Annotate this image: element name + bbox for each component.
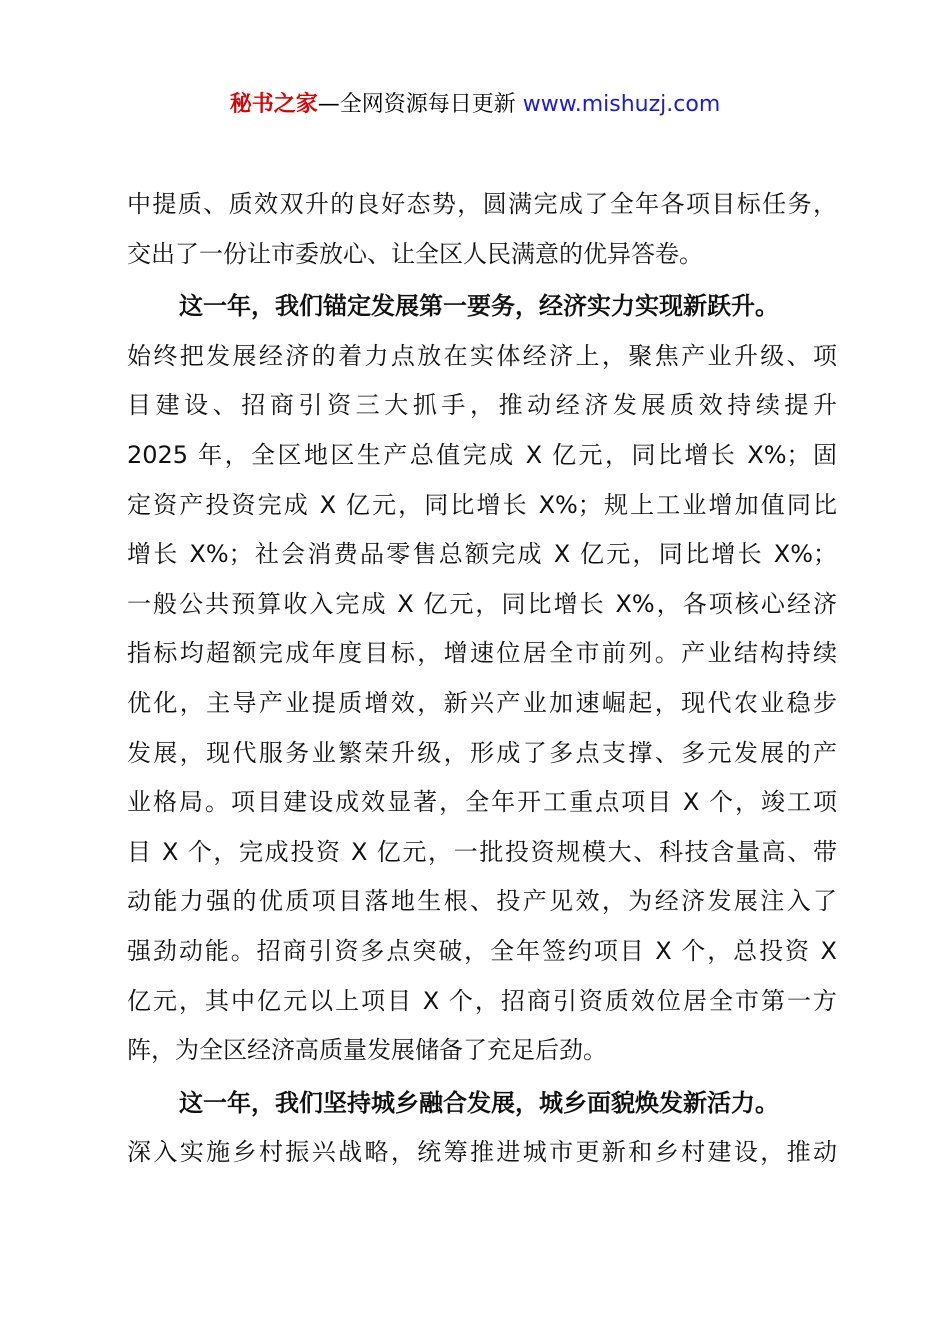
body-line: 发展，现代服务业繁荣升级，形成了多点支撑、多元发展的产 — [127, 738, 837, 767]
body-line: 增长 X%；社会消费品零售总额完成 X 亿元，同比增长 X%； — [127, 540, 837, 569]
body-line: 中提质、质效双升的良好态势，圆满完成了全年各项目标任务， — [127, 190, 837, 218]
body-line: 目建设、招商引资三大抓手，推动经济发展质效持续提升 — [127, 391, 837, 420]
body-line: 深入实施乡村振兴战略，统筹推进城市更新和乡村建设，推动 — [127, 1138, 837, 1167]
body-line: 强劲动能。招商引资多点突破，全年签约项目 X 个，总投资 X — [127, 936, 837, 965]
header-tagline: —全网资源每日更新 — [317, 92, 516, 117]
body-line: 亿元，其中亿元以上项目 X 个，招商引资质效位居全市第一方 — [127, 986, 837, 1015]
body-line: 指标均超额完成年度目标，增速位居全市前列。产业结构持续 — [127, 639, 837, 668]
body-line: 2025 年，全区地区生产总值完成 X 亿元，同比增长 X%；固 — [127, 440, 837, 469]
body-line: 业格局。项目建设成效显著，全年开工重点项目 X 个，竣工项 — [127, 788, 837, 817]
brand-name: 秘书之家 — [229, 92, 318, 117]
section-heading: 这一年，我们坚持城乡融合发展，城乡面貌焕发新活力。 — [179, 1088, 779, 1117]
body-line: 定资产投资完成 X 亿元，同比增长 X%；规上工业增加值同比 — [127, 490, 837, 519]
body-line: 动能力强的优质项目落地生根、投产见效，为经济发展注入了 — [127, 887, 837, 916]
body-line: 阵，为全区经济高质量发展储备了充足后劲。 — [127, 1036, 607, 1065]
site-url-link[interactable]: www.mishuzj.com — [522, 92, 721, 117]
body-line: 交出了一份让市委放心、让全区人民满意的优异答卷。 — [127, 239, 703, 268]
section-heading: 这一年，我们锚定发展第一要务，经济实力实现新跃升。 — [179, 292, 779, 321]
document-body — [127, 180, 837, 1178]
body-line: 优化，主导产业提质增效，新兴产业加速崛起，现代农业稳步 — [127, 688, 837, 717]
body-line: 一般公共预算收入完成 X 亿元，同比增长 X%，各项核心经济 — [127, 589, 837, 618]
body-line: 始终把发展经济的着力点放在实体经济上，聚焦产业升级、项 — [127, 341, 837, 370]
page-header — [0, 86, 950, 124]
body-line: 目 X 个，完成投资 X 亿元，一批投资规模大、科技含量高、带 — [127, 837, 837, 866]
